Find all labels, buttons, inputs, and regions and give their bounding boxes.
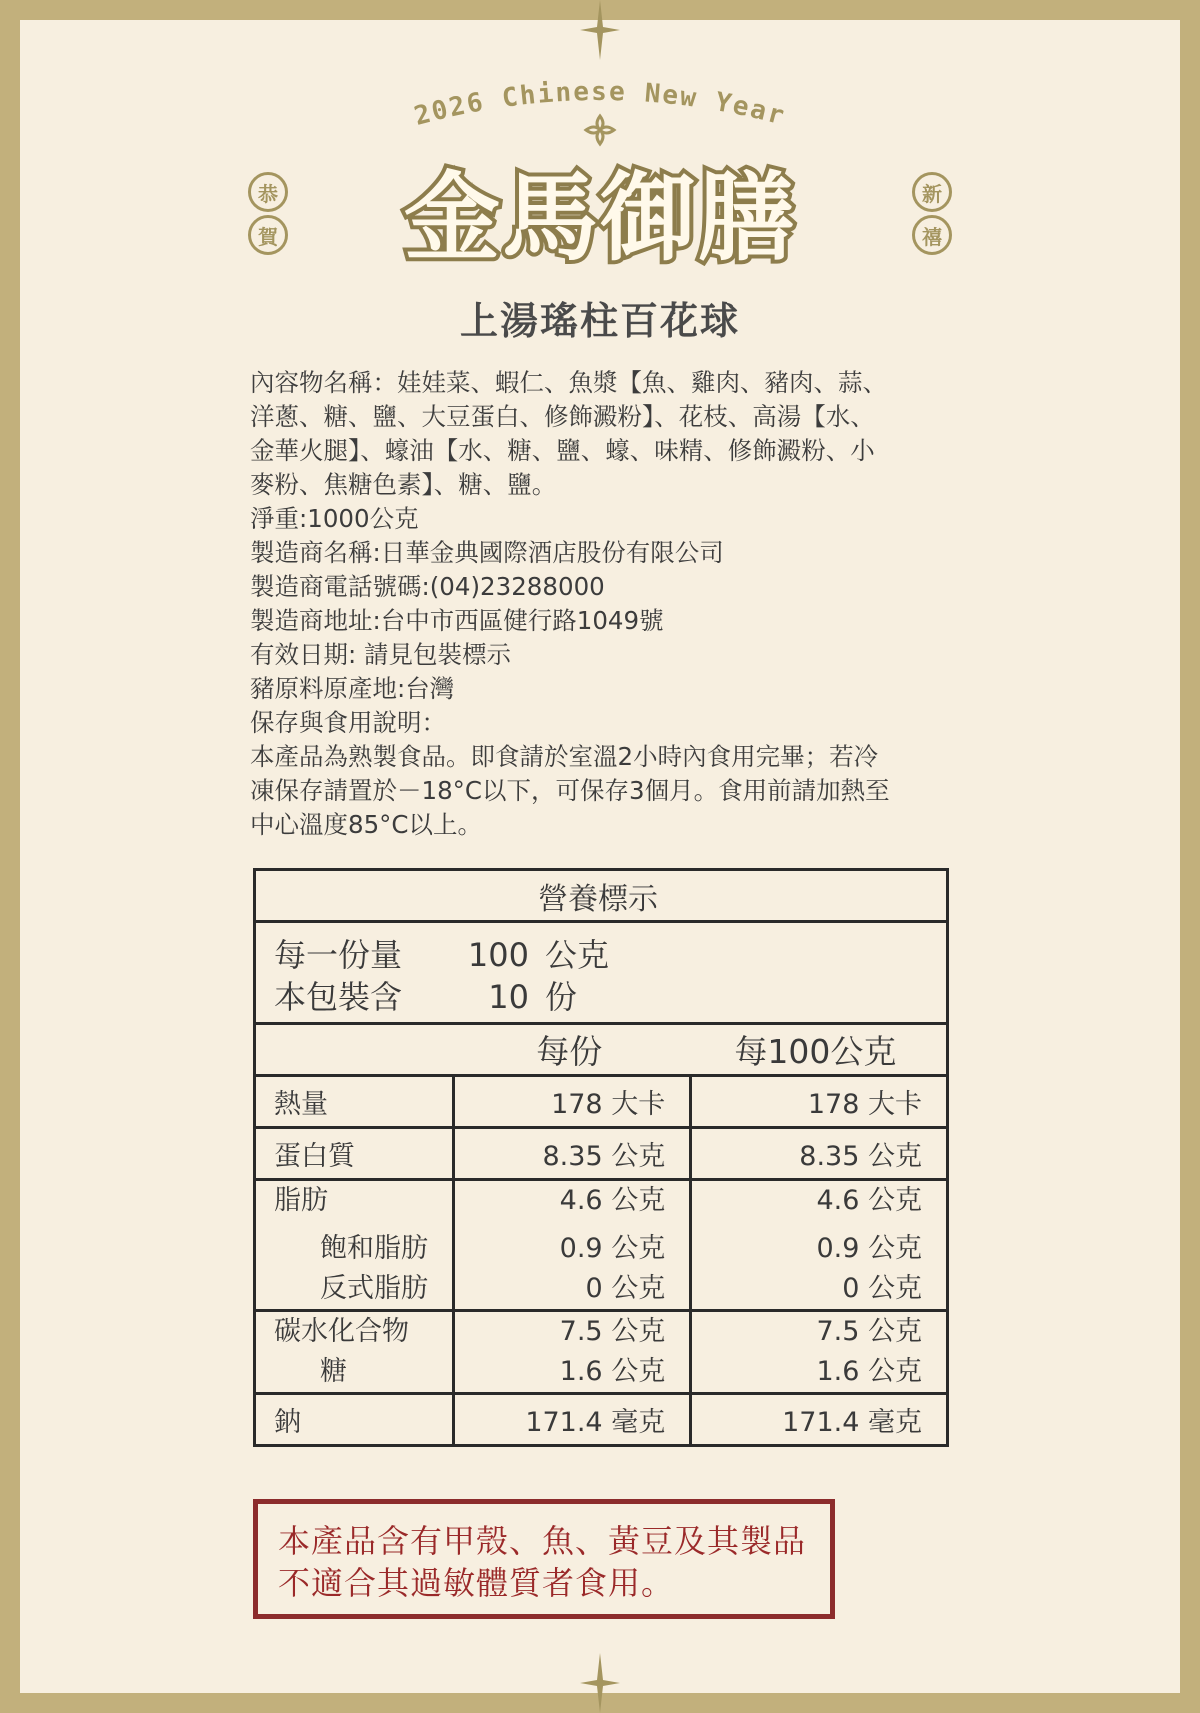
info-line: 豬原料原產地:台灣 — [250, 674, 455, 703]
table-row — [255, 1311, 948, 1394]
per-100g-value: 178 大卡 — [691, 1076, 948, 1128]
info-line: 金華火腿】、蠔油【水、糖、鹽、蠔、味精、修飾澱粉、小 — [250, 436, 875, 465]
serving-size-unit: 公克 — [545, 935, 610, 974]
info-line: 洋蔥、糖、鹽、大豆蛋白、修飾澱粉】、花枝、高湯【水、 — [250, 402, 875, 431]
row-sublabel: 糖 — [320, 1356, 347, 1387]
servings-label: 本包裝含 — [274, 977, 403, 1016]
servings-value: 10 — [488, 977, 529, 1016]
serving-size-value: 100 — [467, 935, 529, 974]
seal-right-bottom: 禧 — [912, 215, 952, 255]
per-100g-value: 7.5 公克 — [816, 1316, 922, 1347]
table-row — [255, 1180, 948, 1311]
per-serving-value: 0.9 公克 — [559, 1233, 666, 1264]
row-sublabel: 飽和脂肪 — [320, 1233, 428, 1264]
info-line: 有效日期: 請見包裝標示 — [250, 640, 512, 669]
nutrition-table — [253, 868, 949, 1447]
per-serving-value: 171.4 毫克 — [454, 1394, 691, 1446]
row-label-group — [255, 1311, 454, 1394]
table-row — [255, 1128, 948, 1180]
per-serving-value: 1.6 公克 — [559, 1356, 666, 1387]
sparkle-bottom-icon — [580, 1653, 620, 1713]
info-line: 製造商電話號碼:(04)23288000 — [250, 572, 605, 601]
per-serving-value: 4.6 公克 — [559, 1185, 666, 1216]
brand-title-text: 金馬御膳 — [404, 161, 796, 274]
info-line: 製造商地址:台中市西區健行路1049號 — [250, 606, 664, 635]
per-100g-value: 4.6 公克 — [816, 1185, 922, 1216]
per-serving-value: 8.35 公克 — [454, 1128, 691, 1180]
info-line: 凍保存請置於－18°C以下，可保存3個月。食用前請加熱至 — [250, 776, 890, 805]
table-row — [255, 1394, 948, 1446]
sparkle-top-icon — [580, 0, 620, 60]
table-row — [255, 1076, 948, 1128]
per-100g-value: 8.35 公克 — [691, 1128, 948, 1180]
column-per-serving: 每份 — [454, 1024, 691, 1076]
per-serving-group — [454, 1180, 691, 1311]
brand-title — [305, 150, 895, 274]
serving-size-label: 每一份量 — [274, 935, 403, 974]
info-line: 保存與食用說明： — [250, 708, 446, 737]
row-label-group — [255, 1180, 454, 1311]
arc-text: 2026 Chinese New Year — [411, 77, 789, 132]
per-serving-group — [454, 1311, 691, 1394]
allergen-warning — [253, 1499, 835, 1619]
per-100g-value: 171.4 毫克 — [691, 1394, 948, 1446]
product-info — [250, 366, 960, 842]
servings-unit: 份 — [545, 977, 578, 1016]
allergen-line: 本產品含有甲殼、魚、黃豆及其製品 — [278, 1522, 807, 1560]
per-100g-value: 1.6 公克 — [816, 1356, 922, 1387]
nutrition-title: 營養標示 — [255, 870, 948, 922]
serving-info — [255, 922, 948, 1024]
info-line: 淨重:1000公克 — [250, 504, 419, 533]
allergen-line: 不適合其過敏體質者食用。 — [278, 1564, 675, 1602]
info-line: 中心溫度85°C以上。 — [250, 810, 483, 839]
info-line: 製造商名稱:日華金典國際酒店股份有限公司 — [250, 538, 724, 567]
per-100g-group — [691, 1180, 948, 1311]
per-100g-value: 0 公克 — [842, 1273, 922, 1304]
row-sublabel: 反式脂肪 — [320, 1273, 428, 1304]
row-label: 蛋白質 — [255, 1128, 454, 1180]
seal-left-bottom: 賀 — [248, 215, 288, 255]
info-line: 內容物名稱：娃娃菜、蝦仁、魚漿【魚、雞肉、豬肉、蒜、 — [250, 368, 887, 397]
row-label: 碳水化合物 — [274, 1316, 409, 1347]
product-name: 上湯瑤柱百花球 — [459, 299, 740, 343]
per-100g-value: 0.9 公克 — [816, 1233, 922, 1264]
seal-left-top: 恭 — [248, 172, 288, 212]
row-label: 熱量 — [255, 1076, 454, 1128]
per-serving-value: 0 公克 — [585, 1273, 666, 1304]
info-line: 麥粉、焦糖色素】、糖、鹽。 — [250, 470, 557, 499]
seal-right-top: 新 — [912, 172, 952, 212]
per-serving-value: 178 大卡 — [454, 1076, 691, 1128]
column-blank — [255, 1024, 454, 1076]
column-per-100g: 每100公克 — [691, 1024, 948, 1076]
info-line: 本產品為熟製食品。即食請於室溫2小時內食用完畢；若冷 — [250, 742, 879, 771]
row-label: 脂肪 — [274, 1185, 328, 1216]
per-100g-group — [691, 1311, 948, 1394]
row-label: 鈉 — [255, 1394, 454, 1446]
per-serving-value: 7.5 公克 — [559, 1316, 666, 1347]
